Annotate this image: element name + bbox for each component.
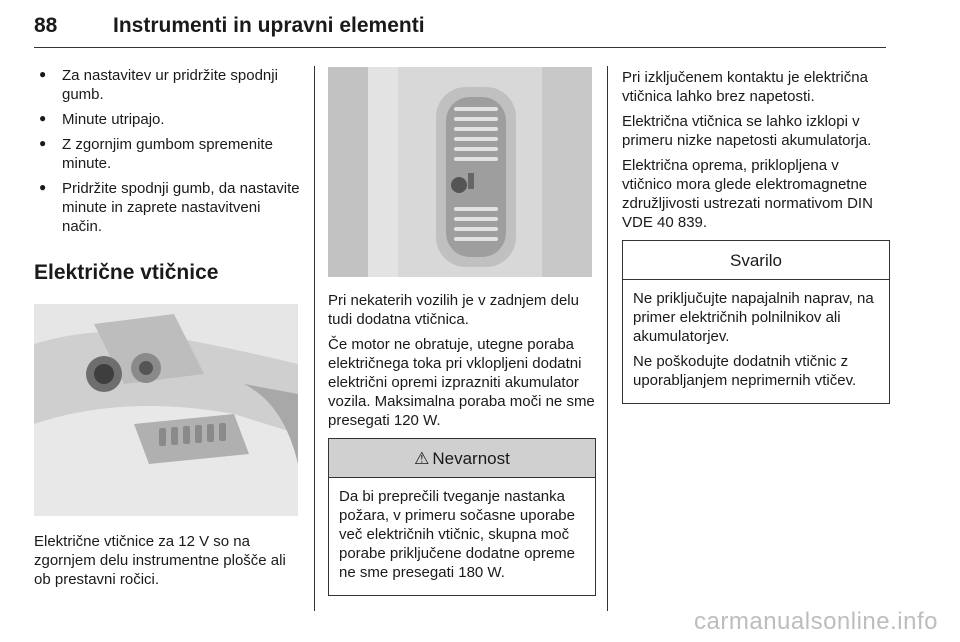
list-item: ● Minute utripajo.	[34, 110, 302, 129]
danger-box-header	[329, 439, 595, 478]
paragraph: Električna oprema, priklopljena v vtičnico mora glede elektromagnetne združljivosti ustrezati normativom DIN VDE 40 839.	[622, 157, 873, 231]
list-item: ● Za nastavitev ur pridržite spodnji gumb.	[34, 66, 302, 104]
page-title: Instrumenti in upravni elementi	[113, 14, 425, 37]
column-2	[328, 52, 596, 596]
list-item: ● Z zgornjim gumbom spremenite minute.	[34, 135, 302, 173]
caution-box-header	[623, 241, 889, 280]
danger-box	[328, 438, 596, 596]
danger-text: Da bi preprečili tveganje nastanka požara, v primeru sočasne uporabe več električnih vtičnic, skupna moč porabe priključene dodatne opreme ne sme presegati 180 W.	[339, 488, 575, 581]
section-title: Električne vtičnice	[34, 261, 219, 284]
warning-triangle-icon: ⚠	[414, 448, 430, 468]
column-3	[622, 52, 890, 404]
paragraph: Če motor ne obratuje, utegne poraba električnega toka pri vklopljeni dodatni električni opremi izprazniti akumulator vozila. Maksimalna poraba moči ne sme presegati 120 W.	[328, 336, 595, 429]
photo-caption: Električne vtičnice za 12 V so na zgornjem delu instrumentne plošče ali ob prestavni ročici.	[34, 533, 286, 588]
page-header	[0, 0, 960, 52]
page-number: 88	[34, 14, 58, 37]
column-divider	[607, 66, 608, 611]
instruction-list	[34, 66, 302, 236]
caution-text: Ne priključujte napajalnih naprav, na primer električnih polnilnikov ali akumulatorjev.	[633, 290, 874, 345]
paragraph: Pri nekaterih vozilih je v zadnjem delu tudi dodatna vtičnica.	[328, 292, 579, 328]
watermark: carmanualsonline.info	[694, 608, 938, 635]
danger-title: Nevarnost	[432, 448, 510, 468]
caution-box	[622, 240, 890, 404]
paragraph: Električna vtičnica se lahko izklopi v primeru nizke napetosti akumulatorja.	[622, 113, 872, 149]
column-divider	[314, 66, 315, 611]
paragraph: Pri izključenem kontaktu je električna vtičnica lahko brez napetosti.	[622, 69, 868, 105]
caution-text: Ne poškodujte dodatnih vtičnic z uporabljanjem neprimernih vtičev.	[633, 353, 857, 389]
header-rule	[34, 47, 886, 48]
rear-power-outlet-photo	[328, 67, 592, 277]
caution-title: Svarilo	[730, 250, 782, 270]
list-item: ● Pridržite spodnji gumb, da nastavite minute in zaprete nastavitveni način.	[34, 179, 302, 236]
power-outlet-dashboard-photo	[34, 304, 298, 516]
column-1	[34, 52, 302, 595]
